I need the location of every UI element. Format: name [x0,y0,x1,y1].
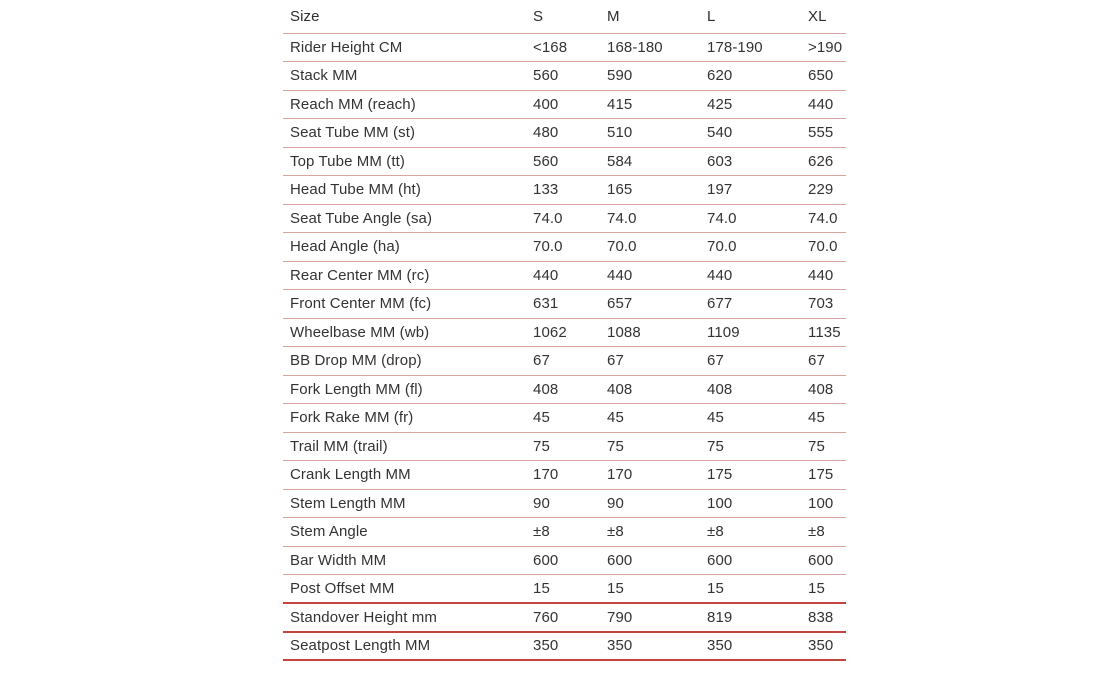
row-label: Post Offset MM [290,580,395,597]
row-label: Stack MM [290,67,358,85]
table-row [283,603,846,632]
cell-m: 408 [607,380,633,398]
cell-s: ±8 [533,523,550,541]
row-label: Top Tube MM (tt) [290,152,405,170]
table-row [283,119,846,148]
row-label: Fork Length MM (fl) [290,380,423,398]
column-header-xl: XL [808,7,827,25]
column-header-size: Size [290,7,320,25]
cell-xl: 838 [808,608,834,626]
cell-m: 790 [607,608,633,626]
cell-s: 1062 [533,323,567,341]
table-row [283,204,846,233]
cell-s: 74.0 [533,209,563,227]
cell-l: 178-190 [707,38,763,56]
cell-xl: 408 [808,380,834,398]
cell-m: ±8 [607,523,624,541]
cell-m: 168-180 [607,38,663,56]
cell-s: 15 [533,580,550,597]
row-label: Rear Center MM (rc) [290,266,430,284]
cell-xl: 350 [808,637,834,655]
cell-s: 350 [533,637,559,655]
cell-l: 350 [707,637,733,655]
table-row [283,233,846,262]
cell-xl: 600 [808,551,834,569]
table-row [283,261,846,290]
cell-m: 584 [607,152,633,170]
cell-xl: 440 [808,95,834,113]
cell-s: 400 [533,95,559,113]
cell-l: 197 [707,181,733,199]
cell-l: 45 [707,409,724,427]
table-row [283,62,846,91]
cell-m: 74.0 [607,209,637,227]
table-row [283,347,846,376]
cell-m: 510 [607,124,633,142]
table-row [283,33,846,62]
cell-s: 170 [533,466,559,484]
cell-xl: ±8 [808,523,825,541]
cell-s: 45 [533,409,550,427]
cell-s: 90 [533,494,550,512]
table-row [283,632,846,661]
table-row [283,489,846,518]
cell-l: 425 [707,95,733,113]
table-row [283,290,846,319]
table-row [283,546,846,575]
cell-m: 1088 [607,323,641,341]
cell-m: 15 [607,580,624,597]
row-label: Seat Tube Angle (sa) [290,209,433,227]
cell-s: 760 [533,608,559,626]
cell-xl: 175 [808,466,834,484]
cell-s: 560 [533,152,559,170]
column-header-m: M [607,7,620,25]
cell-xl: 67 [808,352,825,370]
row-label: Seat Tube MM (st) [290,124,416,142]
cell-xl: 74.0 [808,209,838,227]
cell-m: 600 [607,551,633,569]
header-row [283,0,846,33]
cell-xl: 70.0 [808,238,838,256]
cell-m: 45 [607,409,624,427]
table-row [283,518,846,547]
cell-xl: 15 [808,580,825,597]
cell-xl: 45 [808,409,825,427]
cell-l: 440 [707,266,733,284]
cell-l: 408 [707,380,733,398]
cell-m: 170 [607,466,633,484]
table-row [283,318,846,347]
table-body [283,33,846,660]
cell-l: 819 [707,608,733,626]
cell-l: 540 [707,124,733,142]
cell-l: 100 [707,494,733,512]
column-header-l: L [707,7,716,25]
cell-l: 600 [707,551,733,569]
cell-m: 590 [607,67,633,85]
row-label: Fork Rake MM (fr) [290,409,414,427]
cell-m: 657 [607,295,633,313]
row-label: Crank Length MM [290,466,411,484]
cell-s: 480 [533,124,559,142]
row-label: Reach MM (reach) [290,95,416,113]
table-row [283,176,846,205]
geometry-table-container [283,0,846,661]
cell-s: 408 [533,380,559,398]
cell-m: 90 [607,494,624,512]
row-label: Front Center MM (fc) [290,295,432,313]
row-label: Seatpost Length MM [290,637,431,655]
cell-s: 440 [533,266,559,284]
cell-xl: 555 [808,124,834,142]
cell-m: 70.0 [607,238,637,256]
cell-m: 440 [607,266,633,284]
cell-s: 67 [533,352,550,370]
row-label: Head Tube MM (ht) [290,181,421,199]
row-label: Stem Angle [290,523,368,541]
cell-xl: 229 [808,181,834,199]
cell-m: 75 [607,437,624,455]
cell-xl: 650 [808,67,834,85]
cell-m: 415 [607,95,633,113]
row-label: Stem Length MM [290,494,406,512]
cell-s: 70.0 [533,238,563,256]
cell-l: 620 [707,67,733,85]
cell-m: 165 [607,181,633,199]
cell-xl: 100 [808,494,834,512]
cell-l: 75 [707,437,724,455]
row-label: Head Angle (ha) [290,238,400,256]
cell-m: 67 [607,352,624,370]
cell-xl: 1135 [808,323,841,341]
cell-s: 600 [533,551,559,569]
table-row [283,404,846,433]
cell-m: 350 [607,637,633,655]
cell-l: 15 [707,580,724,597]
cell-s: 75 [533,437,550,455]
table-row [283,90,846,119]
column-header-s: S [533,7,544,25]
cell-xl: 440 [808,266,834,284]
cell-xl: 626 [808,152,834,170]
cell-xl: 703 [808,295,834,313]
cell-l: 175 [707,466,733,484]
table-row [283,375,846,404]
cell-l: 677 [707,295,733,313]
cell-s: 133 [533,181,559,199]
cell-xl: 75 [808,437,825,455]
row-label: Trail MM (trail) [290,437,388,455]
cell-l: 74.0 [707,209,737,227]
row-label: Wheelbase MM (wb) [290,323,430,341]
cell-xl: >190 [808,38,843,56]
cell-l: 67 [707,352,724,370]
cell-s: 631 [533,295,559,313]
cell-s: 560 [533,67,559,85]
cell-l: 1109 [707,323,740,341]
table-row [283,147,846,176]
table-row [283,461,846,490]
table-row [283,575,846,604]
row-label: Rider Height CM [290,38,403,56]
row-label: Standover Height mm [290,608,437,626]
geometry-table [283,0,846,661]
cell-l: 70.0 [707,238,737,256]
table-row [283,432,846,461]
row-label: Bar Width MM [290,551,387,569]
cell-l: 603 [707,152,733,170]
row-label: BB Drop MM (drop) [290,352,422,370]
cell-s: <168 [533,38,568,56]
cell-l: ±8 [707,523,724,541]
